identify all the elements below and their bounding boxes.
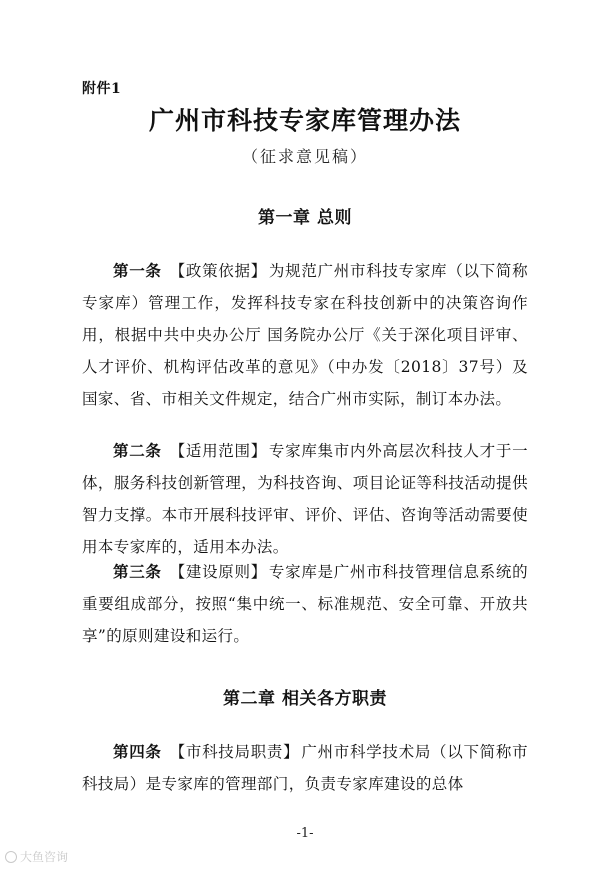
article-label: 第四条 xyxy=(113,743,162,761)
article-label: 第二条 xyxy=(113,442,162,460)
article-4 xyxy=(82,736,528,800)
document-subtitle: （征求意见稿） xyxy=(241,147,368,166)
chapter-heading-2: 第二章 相关各方职责 xyxy=(223,689,387,709)
watermark xyxy=(5,848,68,865)
article-text: 广州市科学技术局（以下简称市科技局）是专家库的管理部门，负责专家库建设的总体 xyxy=(82,743,528,793)
article-2 xyxy=(82,435,528,563)
watermark-text: 大鱼咨询 xyxy=(20,850,69,864)
article-label: 第三条 xyxy=(113,563,162,581)
page-number: -1- xyxy=(296,826,314,841)
article-text: 为规范广州市科技专家库（以下简称专家库）管理工作，发挥科技专家在科技创新中的决策咨询作用，根据中共中央办公厅 国务院办公厅《关于深化项目评审、人才评价、机构评估改革的意见》（中办发〔2018〕37号）及国家、省、市相关文件规定，结合广州市实际，制订本办法。 xyxy=(82,262,529,408)
chapter-heading-1: 第一章 总则 xyxy=(258,208,352,228)
attachment-label: 附件1 xyxy=(82,81,122,97)
article-tag: 【适用范围】 xyxy=(169,442,267,460)
article-3 xyxy=(82,556,528,652)
article-tag: 【建设原则】 xyxy=(169,563,267,581)
article-text: 专家库集市内外高层次科技人才于一体，服务科技创新管理，为科技咨询、项目论证等科技活动提供智力支撑。本市开展科技评审、评价、评估、咨询等活动需要使用本专家库的，适用本办法。 xyxy=(82,442,529,556)
watermark-logo-icon xyxy=(5,851,17,863)
document-title: 广州市科技专家库管理办法 xyxy=(148,106,461,135)
article-tag: 【市科技局职责】 xyxy=(169,743,300,761)
article-label: 第一条 xyxy=(113,262,162,280)
article-1 xyxy=(82,255,528,415)
article-tag: 【政策依据】 xyxy=(169,262,267,280)
article-text: 专家库是广州市科技管理信息系统的重要组成部分，按照“集中统一、标准规范、安全可靠、开放共享”的原则建设和运行。 xyxy=(82,563,529,645)
